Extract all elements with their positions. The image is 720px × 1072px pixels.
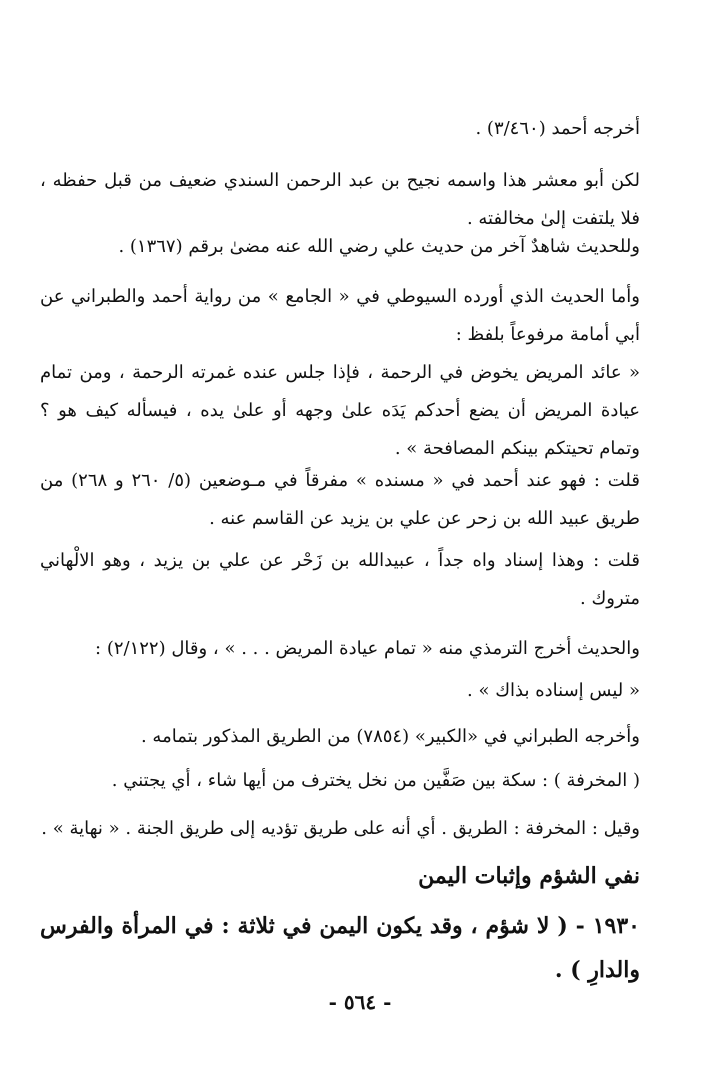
- paragraph-3: وللحديث شاهدٌ آخر من حديث علي رضي الله عنه مضىٰ برقم (١٣٦٧) .: [118, 236, 640, 257]
- paragraph-5-quote: « عائد المريض يخوض في الرحمة ، فإذا جلس عنده غمرته الرحمة ، ومن تمام عيادة المريض أن يضع أحدكم يَدَه علىٰ وجهه أو علىٰ يده ، فيسأله كيف هو ؟ وتمام تحيتكم بينكم المصافحة » .: [40, 362, 640, 459]
- paragraph-10: وأخرجه الطبراني في «الكبير» (٧٨٥٤) من الطريق المذكور بتمامه .: [140, 726, 640, 747]
- paragraph-7: قلت : وهذا إسناد واه جداً ، عبيدالله بن زَحْر عن علي بن يزيد ، وهو الالْهاني متروك .: [40, 550, 640, 609]
- paragraph-4: وأما الحديث الذي أورده السيوطي في « الجامع » من رواية أحمد والطبراني عن أبي أمامة مرفوعاً بلفظ :: [40, 286, 640, 345]
- paragraph-12: وقيل : المخرفة : الطريق . أي أنه على طريق تؤديه إلى طريق الجنة . « نهاية » .: [41, 818, 640, 839]
- paragraph-8: والحديث أخرج الترمذي منه « تمام عيادة المريض . . . » ، وقال (٢/١٢٢) :: [95, 638, 640, 659]
- paragraph-11: ( المخرفة ) : سكة بين صَفَّين من نخل يخترف من أيها شاء ، أي يجتني .: [111, 770, 640, 791]
- paragraph-1: أخرجه أحمد (٣/٤٦٠) .: [475, 118, 640, 139]
- paragraph-2: لكن أبو معشر هذا واسمه نجيح بن عبد الرحمن السندي ضعيف من قبل حفظه ، فلا يلتفت إلىٰ مخالفته .: [40, 170, 640, 229]
- hadith-text: ١٩٣٠ - ( لا شؤم ، وقد يكون اليمن في ثلاثة : في المرأة والفرس والدارِ ) .: [40, 913, 640, 983]
- page-number: - ٥٦٤ -: [328, 990, 392, 1014]
- paragraph-9: « ليس إسناده بذاك » .: [467, 680, 640, 701]
- paragraph-6: قلت : فهو عند أحمد في « مسنده » مفرقاً في مـوضعين (٥/ ٢٦٠ و ٢٦٨) من طريق عبيد الله بن زحر عن علي بن يزيد عن القاسم عنه .: [40, 470, 640, 529]
- section-heading: نفي الشؤم وإثبات اليمن: [418, 863, 640, 889]
